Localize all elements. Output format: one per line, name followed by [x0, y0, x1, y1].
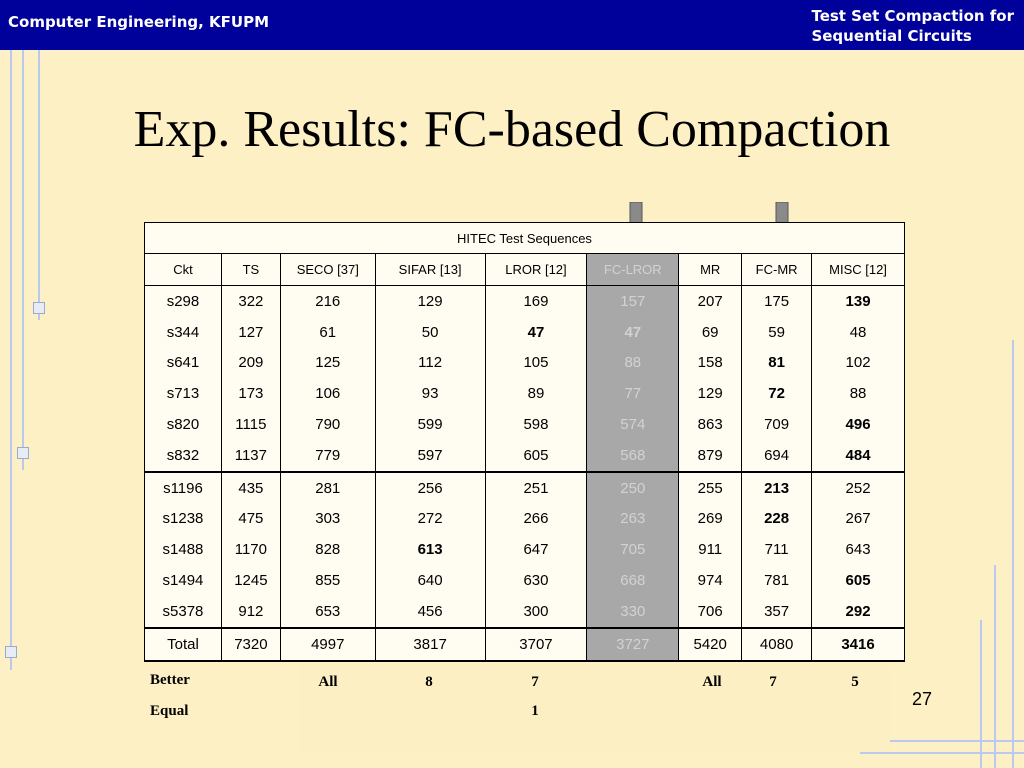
table-cell: 228	[742, 504, 812, 535]
better-misc: 5	[851, 674, 859, 690]
table-cell: 706	[679, 596, 742, 628]
table-cell: 911	[679, 534, 742, 565]
table-cell: 668	[587, 565, 679, 596]
table-cell: s832	[145, 440, 222, 472]
table-cell: 4997	[280, 628, 375, 661]
equal-label: Equal	[150, 703, 189, 719]
table-cell: 216	[280, 286, 375, 317]
table-cell: Total	[145, 628, 222, 661]
table-row	[145, 378, 905, 409]
table-cell: 653	[280, 596, 375, 628]
table-cell: 303	[280, 504, 375, 535]
table-cell: 1170	[221, 534, 280, 565]
table-cell: 879	[679, 440, 742, 472]
table-body	[145, 286, 905, 661]
column-header: FC-LROR	[587, 254, 679, 286]
deco-node	[17, 447, 29, 459]
column-header: Ckt	[145, 254, 222, 286]
table-cell: 158	[679, 348, 742, 379]
table-cell: 1115	[221, 409, 280, 440]
table-cell: 89	[485, 378, 587, 409]
table-cell: s5378	[145, 596, 222, 628]
column-header: SECO [37]	[280, 254, 375, 286]
table-cell: 605	[812, 565, 905, 596]
table-cell: s1494	[145, 565, 222, 596]
deco-node	[33, 302, 45, 314]
table-cell: 647	[485, 534, 587, 565]
table-cell: 3707	[485, 628, 587, 661]
table-cell: 266	[485, 504, 587, 535]
column-header: SIFAR [13]	[375, 254, 485, 286]
table-cell: 435	[221, 472, 280, 504]
better-lror: 7	[531, 674, 539, 690]
table-cell: 72	[742, 378, 812, 409]
table-cell: s344	[145, 317, 222, 348]
slide-title: Exp. Results: FC-based Compaction	[133, 101, 891, 158]
table-cell: s298	[145, 286, 222, 317]
table-cell: 125	[280, 348, 375, 379]
column-header: LROR [12]	[485, 254, 587, 286]
table-cell: 251	[485, 472, 587, 504]
column-header: MR	[679, 254, 742, 286]
table-row	[145, 286, 905, 317]
table-cell: 169	[485, 286, 587, 317]
table-row	[145, 534, 905, 565]
table-cell: 47	[587, 317, 679, 348]
deco-line	[880, 740, 1024, 742]
table-cell: 828	[280, 534, 375, 565]
table-row	[145, 317, 905, 348]
table-cell: 129	[375, 286, 485, 317]
better-all-seco: All	[318, 674, 338, 690]
table-cell: 709	[742, 409, 812, 440]
header-topic	[811, 6, 1014, 46]
table-cell: 330	[587, 596, 679, 628]
table-cell: 129	[679, 378, 742, 409]
table-cell: 269	[679, 504, 742, 535]
table-cell: 207	[679, 286, 742, 317]
table-cell: 256	[375, 472, 485, 504]
table-row	[145, 596, 905, 628]
table-cell: 574	[587, 409, 679, 440]
table-caption: HITEC Test Sequences	[145, 223, 905, 254]
table-cell: 456	[375, 596, 485, 628]
table-cell: 1137	[221, 440, 280, 472]
header-org: Computer Engineering, KFUPM	[8, 13, 269, 31]
table-cell: 694	[742, 440, 812, 472]
table-cell: 81	[742, 348, 812, 379]
better-fcmr: 7	[769, 674, 777, 690]
table-cell: s820	[145, 409, 222, 440]
table-cell: 643	[812, 534, 905, 565]
equal-lror: 1	[531, 703, 539, 719]
table-cell: 281	[280, 472, 375, 504]
table-cell: 1245	[221, 565, 280, 596]
table-cell: 255	[679, 472, 742, 504]
table-cell: 790	[280, 409, 375, 440]
table-cell: 640	[375, 565, 485, 596]
table-cell: 484	[812, 440, 905, 472]
table-cell: 5420	[679, 628, 742, 661]
table-cell: 475	[221, 504, 280, 535]
table-cell: 175	[742, 286, 812, 317]
page-number: 27	[912, 689, 933, 709]
table-cell: 263	[587, 504, 679, 535]
table-row	[145, 409, 905, 440]
table-cell: 209	[221, 348, 280, 379]
table-cell: 568	[587, 440, 679, 472]
column-header: FC-MR	[742, 254, 812, 286]
table-header-row	[145, 254, 905, 286]
table-cell: s1196	[145, 472, 222, 504]
table-row	[145, 565, 905, 596]
deco-line	[1012, 340, 1014, 768]
table-cell: 3817	[375, 628, 485, 661]
table-cell: 112	[375, 348, 485, 379]
results-table	[144, 222, 905, 662]
table-cell: 252	[812, 472, 905, 504]
table-cell: 974	[679, 565, 742, 596]
better-label: Better	[150, 672, 190, 688]
deco-line	[980, 620, 982, 768]
table-cell: 598	[485, 409, 587, 440]
deco-line	[860, 752, 1024, 754]
table-cell: 705	[587, 534, 679, 565]
table-cell: 250	[587, 472, 679, 504]
table-row	[145, 472, 905, 504]
table-cell: s1488	[145, 534, 222, 565]
table-cell: 3416	[812, 628, 905, 661]
table-cell: 496	[812, 409, 905, 440]
header-topic-line2: Sequential Circuits	[811, 27, 972, 45]
table-cell: 59	[742, 317, 812, 348]
table-cell: 272	[375, 504, 485, 535]
table-cell: 322	[221, 286, 280, 317]
table-cell: 7320	[221, 628, 280, 661]
table-cell: 613	[375, 534, 485, 565]
better-all-mr: All	[702, 674, 722, 690]
table-cell: 597	[375, 440, 485, 472]
table-cell: 50	[375, 317, 485, 348]
table-cell: 47	[485, 317, 587, 348]
table-cell: 630	[485, 565, 587, 596]
column-header: MISC [12]	[812, 254, 905, 286]
table-cell: 605	[485, 440, 587, 472]
deco-line	[38, 50, 40, 320]
table-row	[145, 440, 905, 472]
table-cell: 855	[280, 565, 375, 596]
table-cell: 267	[812, 504, 905, 535]
table-cell: 4080	[742, 628, 812, 661]
table-cell: 3727	[587, 628, 679, 661]
table-cell: 779	[280, 440, 375, 472]
deco-node	[5, 646, 17, 658]
table-row	[145, 348, 905, 379]
table-cell: 106	[280, 378, 375, 409]
table-cell: 69	[679, 317, 742, 348]
table-row	[145, 504, 905, 535]
table-cell: 88	[587, 348, 679, 379]
table-cell: s1238	[145, 504, 222, 535]
table-cell: 300	[485, 596, 587, 628]
table-cell: s641	[145, 348, 222, 379]
table-cell: 711	[742, 534, 812, 565]
slide-header	[0, 0, 1024, 50]
table-cell: s713	[145, 378, 222, 409]
table-cell: 77	[587, 378, 679, 409]
header-topic-line1: Test Set Compaction for	[811, 7, 1014, 25]
table-cell: 912	[221, 596, 280, 628]
table-cell: 139	[812, 286, 905, 317]
table-cell: 127	[221, 317, 280, 348]
table-cell: 88	[812, 378, 905, 409]
table-cell: 93	[375, 378, 485, 409]
table-cell: 781	[742, 565, 812, 596]
table-cell: 105	[485, 348, 587, 379]
table-cell: 599	[375, 409, 485, 440]
deco-line	[994, 565, 996, 768]
table-cell: 48	[812, 317, 905, 348]
comparison-notes	[300, 666, 890, 752]
table-cell: 863	[679, 409, 742, 440]
table-cell: 357	[742, 596, 812, 628]
table-cell: 173	[221, 378, 280, 409]
table-cell: 213	[742, 472, 812, 504]
column-header: TS	[221, 254, 280, 286]
table-cell: 61	[280, 317, 375, 348]
results-table-container	[144, 222, 905, 662]
better-sifar: 8	[425, 674, 433, 690]
table-cell: 292	[812, 596, 905, 628]
table-cell: 157	[587, 286, 679, 317]
table-cell: 102	[812, 348, 905, 379]
total-row	[145, 628, 905, 661]
